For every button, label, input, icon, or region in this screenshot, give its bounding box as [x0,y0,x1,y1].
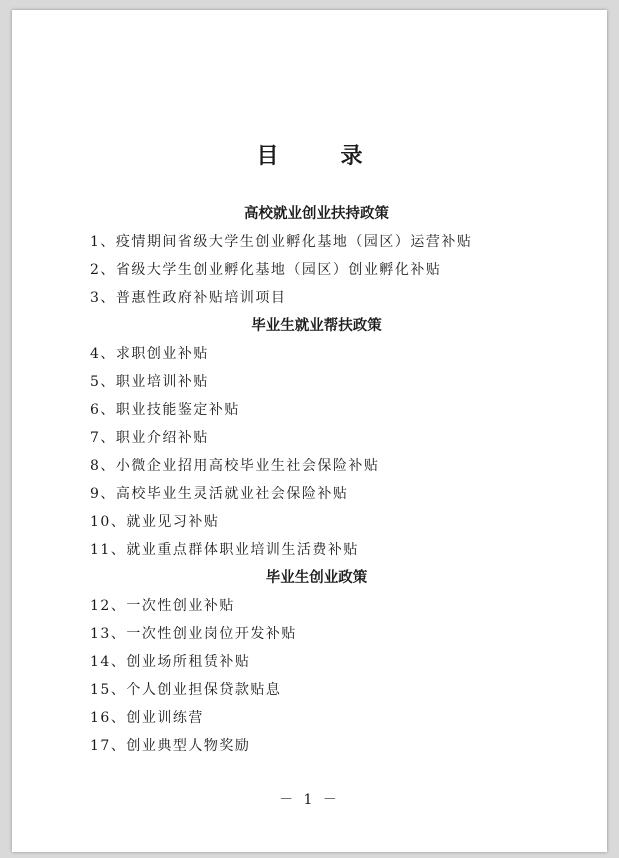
toc-item: 1、疫情期间省级大学生创业孵化基地（园区）运营补贴 [90,234,473,250]
table-of-contents [12,200,607,760]
toc-item: 5、职业培训补贴 [90,374,209,390]
document-page [12,10,607,852]
page-title: 目 录 [256,144,383,169]
toc-item: 6、职业技能鉴定补贴 [90,402,240,418]
toc-item: 17、创业典型人物奖励 [90,738,251,754]
toc-item: 10、就业见习补贴 [90,514,220,530]
section-heading: 毕业生创业政策 [265,570,368,586]
page-number: － 1 － [279,792,340,808]
toc-item: 4、求职创业补贴 [90,346,209,362]
toc-item: 3、普惠性政府补贴培训项目 [90,290,287,306]
toc-item: 9、高校毕业生灵活就业社会保险补贴 [90,486,349,502]
section-heading: 高校就业创业扶持政策 [244,206,389,222]
toc-item: 8、小微企业招用高校毕业生社会保险补贴 [90,458,380,474]
toc-item: 2、省级大学生创业孵化基地（园区）创业孵化补贴 [90,262,442,278]
toc-item: 12、一次性创业补贴 [90,598,235,614]
toc-item: 16、创业训练营 [90,710,204,726]
toc-item: 14、创业场所租赁补贴 [90,654,251,670]
toc-item: 7、职业介绍补贴 [90,430,209,446]
section-heading: 毕业生就业帮扶政策 [251,318,382,334]
toc-item: 11、就业重点群体职业培训生活费补贴 [90,542,359,558]
toc-item: 13、一次性创业岗位开发补贴 [90,626,297,642]
toc-item: 15、个人创业担保贷款贴息 [90,682,282,698]
